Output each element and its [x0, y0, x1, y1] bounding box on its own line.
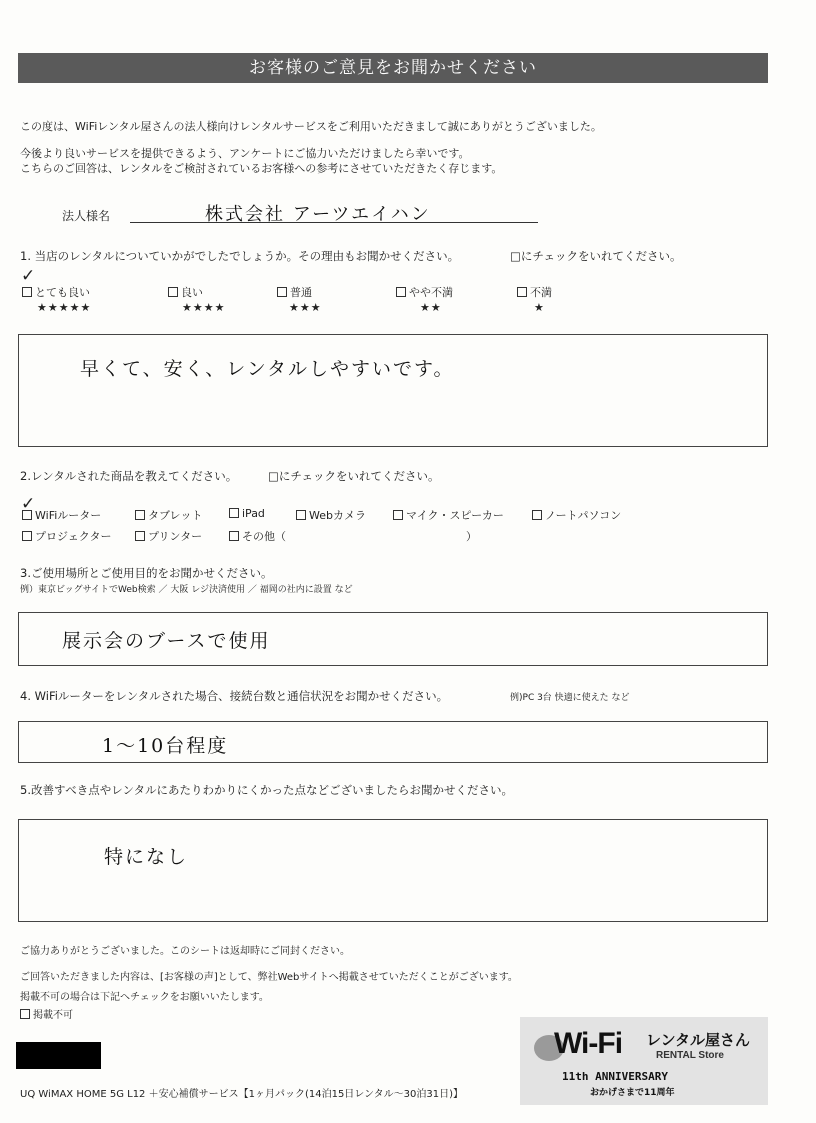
option-label: 不満 [530, 286, 552, 299]
logo-thanks: おかげさまで11周年 [590, 1088, 675, 1098]
option-label: タブレット [148, 509, 203, 522]
brand-logo [520, 1017, 768, 1105]
intro-line-1: この度は、WiFiレンタル屋さんの法人様向けレンタルサービスをご利用いただきまして誠にありがとうございました。 [20, 120, 602, 133]
logo-jp: レンタル屋さん [646, 1031, 751, 1049]
logo-brand: Wi-Fi [554, 1027, 623, 1060]
intro-line-2: 今後より良いサービスを提供できるよう、アンケートにご協力いただけましたら幸いです。 [20, 147, 470, 160]
checkbox-no-publish[interactable] [20, 1009, 30, 1019]
checkbox-tablet[interactable] [135, 510, 145, 520]
q3-example: 例）東京ビッグサイトでWeb検索 ／ 大阪 レジ決済使用 ／ 福岡の社内に設置 など [20, 585, 353, 595]
footer-no-publish: 掲載不可の場合は下記へチェックをお願いいたします。 [20, 992, 269, 1003]
stars-5: ★★★★★ [37, 301, 92, 314]
q1-answer: 早くて、安く、レンタルしやすいです。 [80, 358, 455, 380]
q2-option-tablet[interactable] [135, 507, 202, 523]
checkbox-webcam[interactable] [296, 510, 306, 520]
option-label: ノートパソコン [545, 509, 622, 522]
option-label: iPad [242, 507, 265, 520]
q2-note: □にチェックをいれてください。 [268, 469, 440, 483]
option-label: 掲載不可 [33, 1010, 73, 1021]
checkbox-unsatisfied[interactable] [517, 287, 527, 297]
q3-answer: 展示会のブースで使用 [62, 630, 271, 652]
close-paren: ） [466, 530, 477, 543]
option-label: 良い [181, 286, 203, 299]
page-title: お客様のご意見をお聞かせください [18, 53, 768, 83]
checkbox-ipad[interactable] [229, 508, 239, 518]
checkbox-very-good[interactable] [22, 287, 32, 297]
product-name: UQ WiMAX HOME 5G L12 ＋安心補償サービス【1ヶ月パック(14泊15日レンタル～30泊31日)】 [20, 1089, 464, 1100]
q4-question: 4. WiFiルーターをレンタルされた場合、接続台数と通信状況をお聞かせください。 [20, 689, 449, 703]
company-name[interactable]: 株式会社 アーツエイハン [205, 204, 431, 225]
checkbox-projector[interactable] [22, 531, 32, 541]
checkbox-printer[interactable] [135, 531, 145, 541]
footer-publish: ご回答いただきました内容は、[お客様の声]として、弊社Webサイトへ掲載させていただくことがございます。 [20, 972, 518, 983]
q2-option-mic-speaker[interactable] [393, 507, 504, 523]
q1-answer-box[interactable] [18, 334, 768, 447]
q3-question: 3.ご使用場所とご使用目的をお聞かせください。 [20, 566, 273, 580]
checkbox-somewhat-unsatisfied[interactable] [396, 287, 406, 297]
q2-option-printer[interactable] [135, 528, 202, 544]
checkbox-laptop[interactable] [532, 510, 542, 520]
q5-question: 5.改善すべき点やレンタルにあたりわかりにくかった点などございましたらお聞かせください。 [20, 783, 513, 797]
q2-option-wifi-router[interactable] [22, 507, 101, 523]
q2-question: 2.レンタルされた商品を教えてください。 [20, 469, 238, 483]
option-label: その他（ [242, 530, 286, 543]
q2-option-laptop[interactable] [532, 507, 621, 523]
no-publish-option[interactable] [20, 1006, 73, 1021]
q1-option-good[interactable] [168, 284, 203, 300]
logo-anniversary: 11th ANNIVERSARY [562, 1070, 668, 1083]
footer-thanks: ご協力ありがとうございました。このシートは返却時にご同封ください。 [20, 946, 350, 957]
checkbox-wifi-router[interactable] [22, 510, 32, 520]
q1-option-very-good[interactable] [22, 284, 90, 300]
q5-answer-box[interactable] [18, 819, 768, 922]
q1-question: 1. 当店のレンタルについていかがでしたでしょうか。その理由もお聞かせください。 [20, 249, 460, 263]
company-label: 法人様名 [62, 209, 111, 223]
q2-option-other[interactable] [229, 528, 286, 544]
stars-3: ★★★ [289, 301, 322, 314]
option-label: マイク・スピーカー [406, 509, 504, 522]
stars-4: ★★★★ [182, 301, 226, 314]
q2-option-projector[interactable] [22, 528, 112, 544]
q1-note: □にチェックをいれてください。 [510, 249, 682, 263]
option-label: やや不満 [409, 286, 453, 299]
checkbox-other[interactable] [229, 531, 239, 541]
intro-line-3: こちらのご回答は、レンタルをご検討されているお客様への参考にさせていただきたく存じます。 [20, 162, 503, 175]
q5-answer: 特になし [104, 846, 189, 868]
q1-option-normal[interactable] [277, 284, 312, 300]
q2-option-webcam[interactable] [296, 507, 366, 523]
checkmark-icon: ✓ [21, 266, 36, 286]
q1-option-somewhat-unsatisfied[interactable] [396, 284, 453, 300]
option-label: プロジェクター [35, 530, 112, 543]
q4-example: 例)PC 3台 快適に使えた など [510, 693, 630, 703]
q4-answer: 1～10台程度 [102, 735, 229, 757]
option-label: WiFiルーター [35, 509, 102, 522]
stars-1: ★ [534, 301, 545, 314]
option-label: プリンター [148, 530, 203, 543]
q2-option-ipad[interactable] [229, 507, 265, 520]
option-label: Webカメラ [309, 509, 366, 522]
q1-option-unsatisfied[interactable] [517, 284, 552, 300]
logo-sub: RENTAL Store [656, 1050, 724, 1061]
checkbox-good[interactable] [168, 287, 178, 297]
checkbox-normal[interactable] [277, 287, 287, 297]
redaction-block [16, 1042, 101, 1069]
option-label: 普通 [290, 286, 312, 299]
option-label: とても良い [35, 286, 90, 299]
checkmark-icon: ✓ [21, 494, 36, 514]
stars-2: ★★ [420, 301, 442, 314]
checkbox-mic-speaker[interactable] [393, 510, 403, 520]
